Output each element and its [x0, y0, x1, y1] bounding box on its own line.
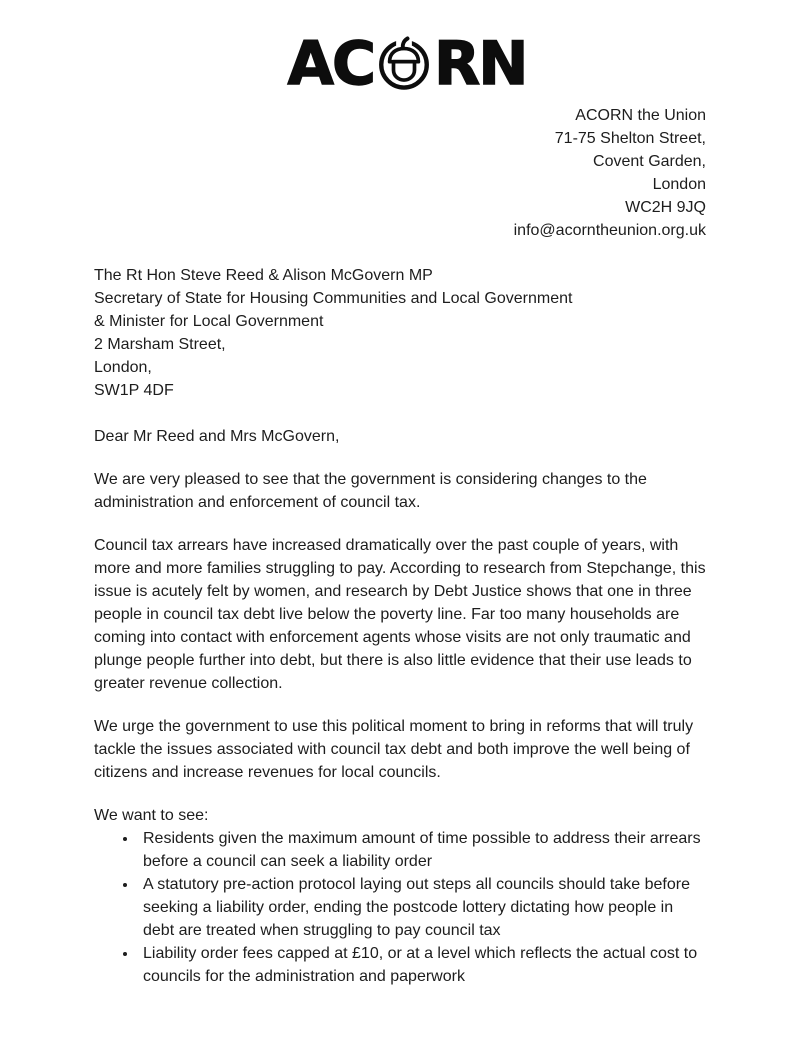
sender-district: Covent Garden,	[593, 153, 706, 170]
recipient-title-1: Secretary of State for Housing Communities and Local Government	[94, 290, 573, 307]
logo-text-right: RN	[434, 29, 527, 99]
salutation: Dear Mr Reed and Mrs McGovern,	[94, 428, 340, 445]
logo-text-left: AC	[287, 29, 375, 99]
paragraph-arrears: Council tax arrears have increased dramatically over the past couple of years, with more and more families struggling to pay. According to research from Stepchange, this issue is acutely felt by women, and research by Debt Justice shows that one in three people in council tax debt live below the poverty line. Far too many households are coming into contact with enforcement agents whose visits are not only traumatic and plunge people further into debt, but there is also little evidence that their use leads to greater revenue collection.	[94, 537, 706, 692]
list-intro: We want to see:	[94, 807, 209, 824]
recipient-title-2: & Minister for Local Government	[94, 313, 324, 330]
sender-street: 71-75 Shelton Street,	[554, 130, 706, 147]
sender-name: ACORN the Union	[575, 107, 706, 124]
recipient-name: The Rt Hon Steve Reed & Alison McGovern MP	[94, 267, 433, 284]
sender-postcode: WC2H 9JQ	[625, 199, 706, 216]
list-item-liability-time: • Residents given the maximum amount of time possible to address their arrears before a council can seek a liability order	[138, 827, 706, 873]
sender-city: London	[652, 176, 706, 193]
demands-list	[94, 827, 706, 988]
list-item-fee-cap: • Liability order fees capped at £10, or at a level which reflects the actual cost to councils for the administration and paperwork	[138, 942, 706, 988]
recipient-address-block	[94, 264, 706, 402]
recipient-postcode: SW1P 4DF	[94, 382, 174, 399]
acorn-logo	[94, 29, 706, 99]
list-item-pre-action-protocol: • A statutory pre-action protocol laying out steps all councils should take before seeking a liability order, ending the postcode lottery dictating how people in debt are treated when struggling to pay council tax	[138, 873, 706, 942]
sender-address-block	[94, 104, 706, 242]
recipient-street: 2 Marsham Street,	[94, 336, 226, 353]
acorn-icon	[376, 35, 432, 91]
recipient-city: London,	[94, 359, 152, 376]
sender-email: info@acorntheunion.org.uk	[513, 222, 706, 239]
paragraph-pleased: We are very pleased to see that the government is considering changes to the administration and enforcement of council tax.	[94, 471, 647, 511]
paragraph-urge: We urge the government to use this political moment to bring in reforms that will truly tackle the issues associated with council tax debt and both improve the well being of citizens and increase revenues for local councils.	[94, 718, 694, 781]
